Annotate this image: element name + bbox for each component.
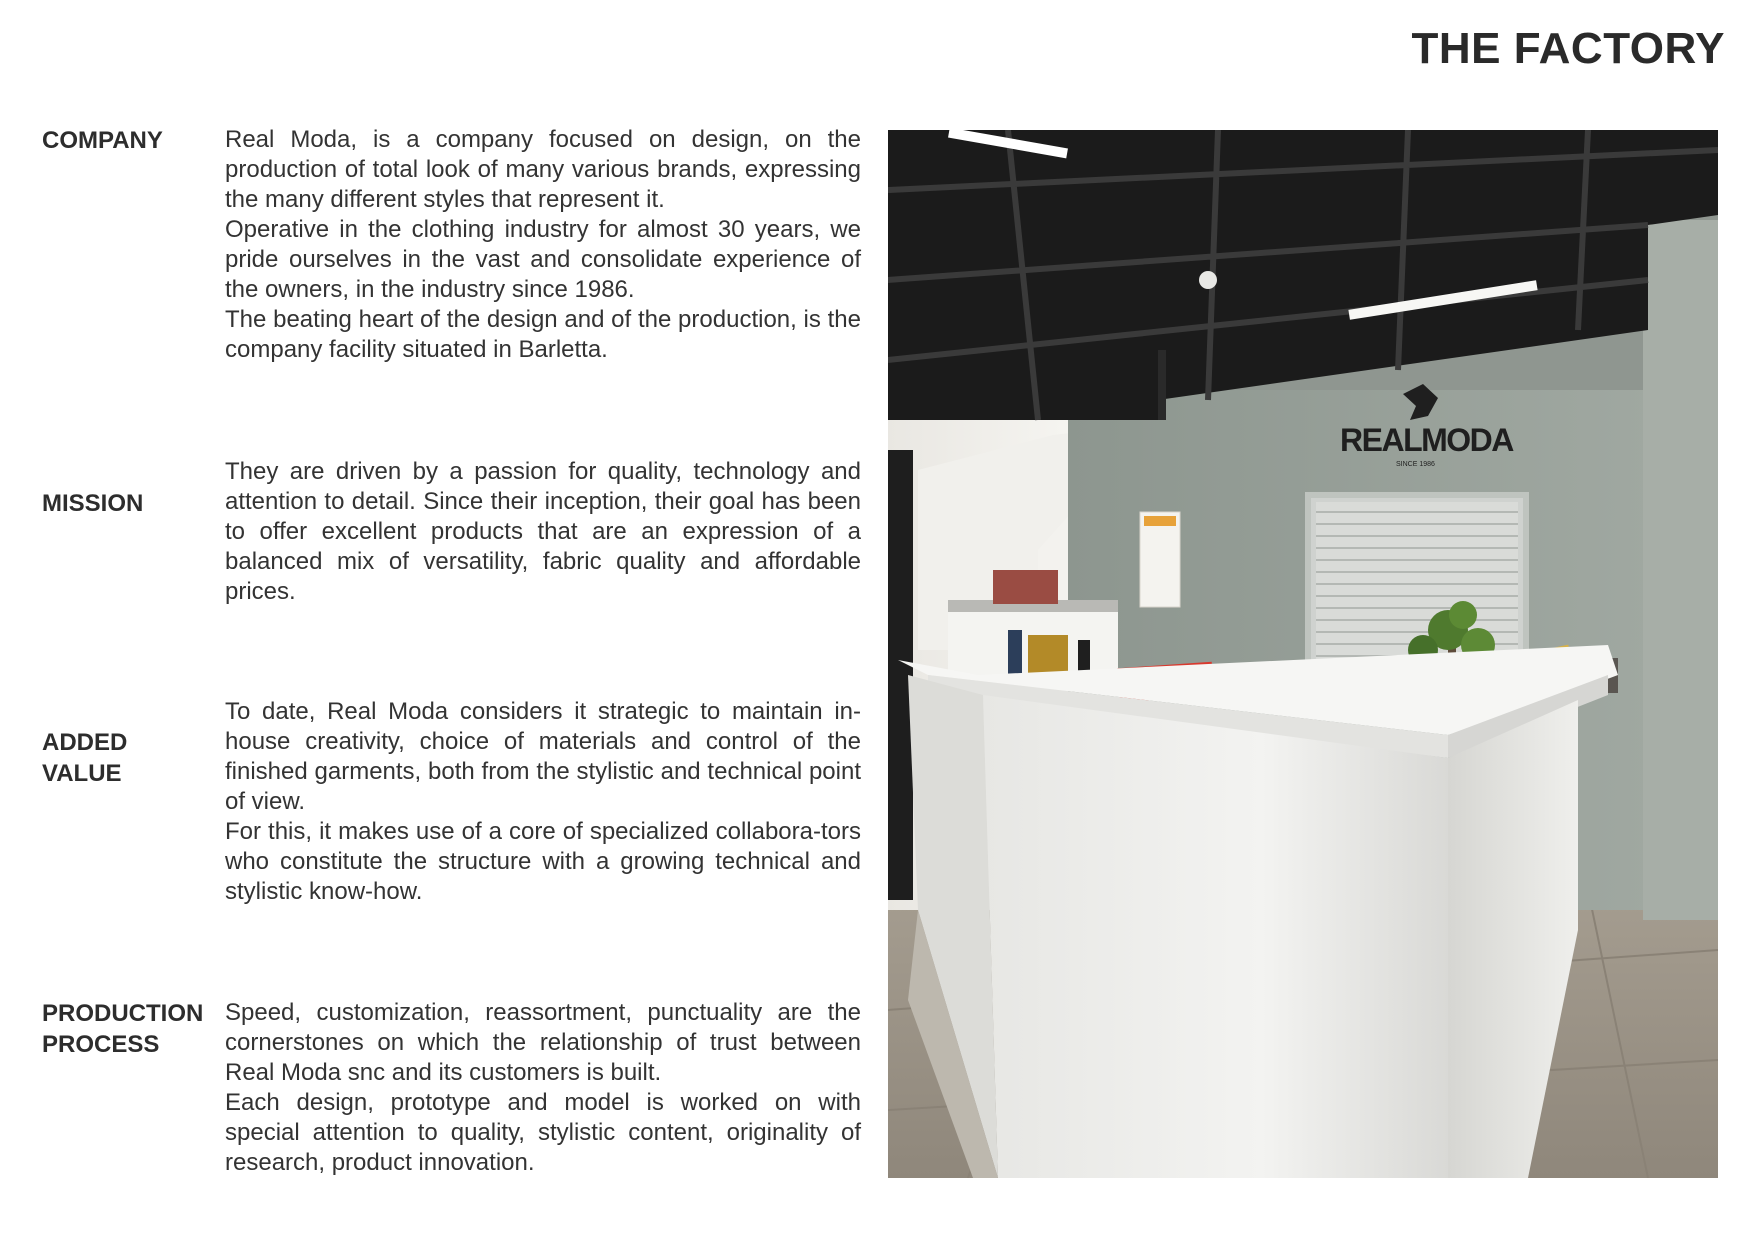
paragraph: The beating heart of the design and of the production, is the company facility situated in Barletta. bbox=[225, 306, 861, 363]
logo-subtext: SINCE 1986 bbox=[1396, 461, 1435, 468]
section-text-production-process bbox=[225, 998, 861, 1178]
paragraph: To date, Real Moda considers it strategic to maintain in-house creativity, choice of materials and control of the finished garments, both from the stylistic and technical point of view. bbox=[225, 698, 861, 815]
paragraph: For this, it makes use of a core of specialized collabora-tors who constitute the structure with a growing technical and stylistic know-how. bbox=[225, 818, 861, 905]
section-label-company bbox=[42, 125, 217, 156]
section-text-added-value bbox=[225, 697, 861, 907]
reception-photo bbox=[888, 130, 1718, 1178]
section-label-mission bbox=[42, 488, 217, 519]
paragraph: Speed, customization, reassortment, punctuality are the cornerstones on which the relationship of trust between Real Moda snc and its customers is built. bbox=[225, 999, 861, 1086]
section-label-added-value bbox=[42, 727, 217, 789]
paragraph: Operative in the clothing industry for almost 30 years, we pride ourselves in the vast and consolidate experience of the owners, in the industry since 1986. bbox=[225, 216, 861, 303]
wall-notice bbox=[1140, 512, 1180, 607]
page-title: THE FACTORY bbox=[1411, 24, 1725, 73]
section-label-production-process bbox=[42, 998, 217, 1060]
label-line: PROCESS bbox=[42, 1031, 160, 1058]
paragraph: Real Moda, is a company focused on design, on the production of total look of many various brands, expressing the many different styles that represent it. bbox=[225, 126, 861, 213]
paragraph: They are driven by a passion for quality, technology and attention to detail. Since their inception, their goal has been to offer excellent products that are an expression of a balanced mix of versatility, fabric quality and affordable prices. bbox=[225, 458, 861, 605]
section-text-mission bbox=[225, 457, 861, 607]
reception-illustration bbox=[888, 130, 1718, 1178]
label-line: VALUE bbox=[42, 760, 122, 787]
section-text-company bbox=[225, 125, 861, 365]
label-line: PRODUCTION bbox=[42, 1000, 204, 1027]
logo-text: REALMODA bbox=[1340, 422, 1513, 458]
desk-front bbox=[983, 695, 1448, 1178]
label-line: MISSION bbox=[42, 490, 144, 517]
label-line: COMPANY bbox=[42, 127, 163, 154]
paragraph: Each design, prototype and model is worked on with special attention to quality, stylistic content, originality of research, product innovation. bbox=[225, 1089, 861, 1176]
label-line: ADDED bbox=[42, 729, 128, 756]
